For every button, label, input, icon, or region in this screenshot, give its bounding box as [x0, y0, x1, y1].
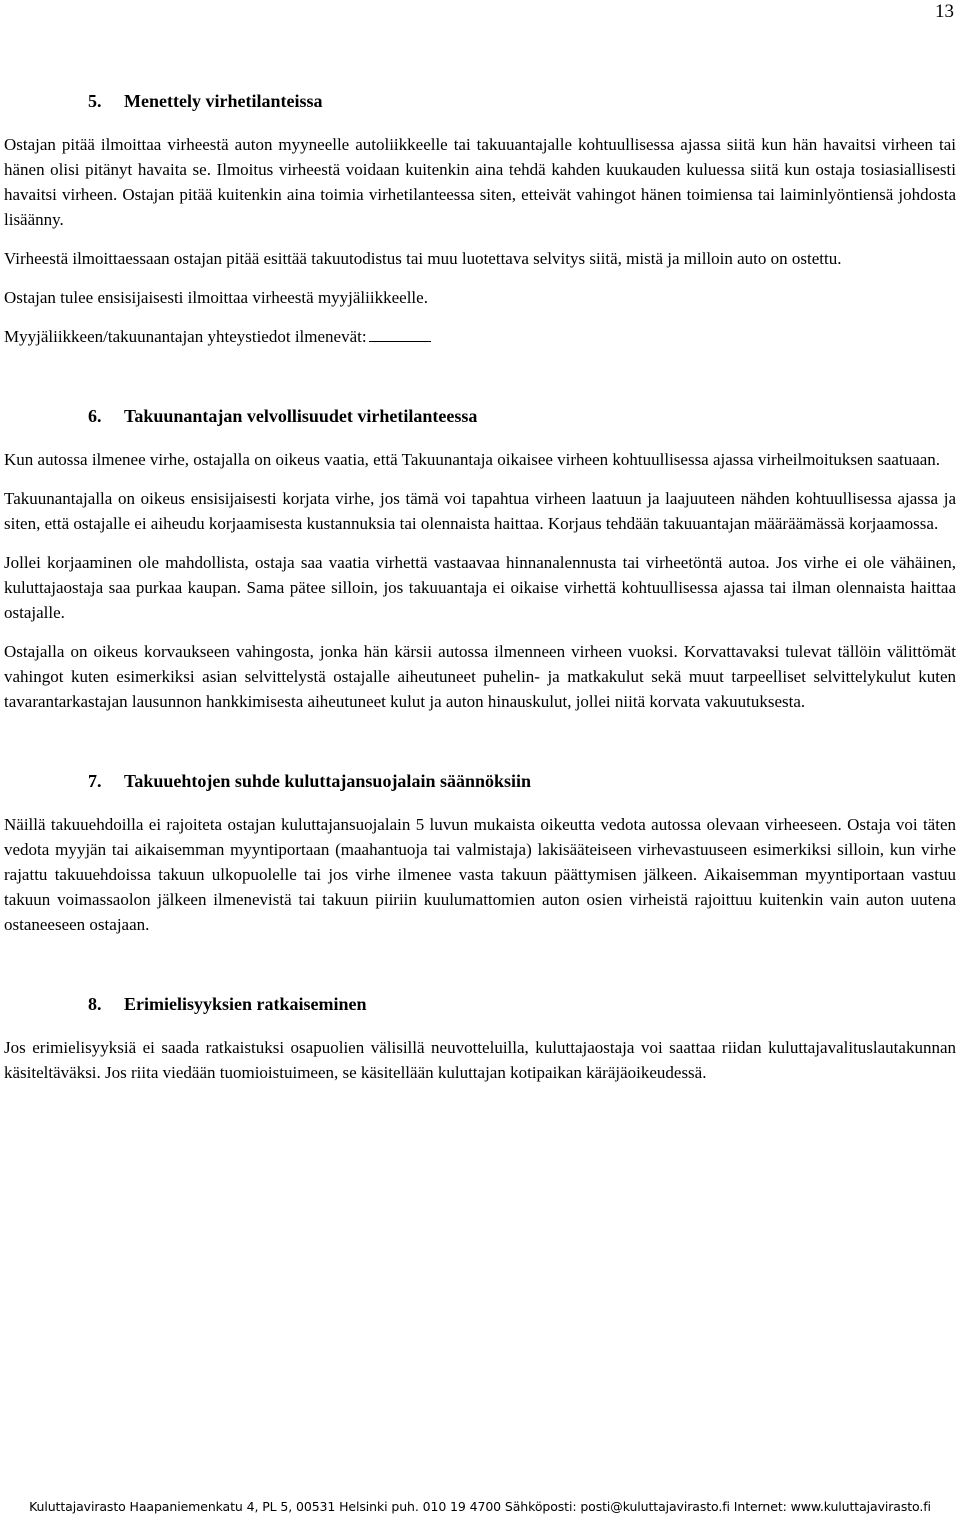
paragraph: Ostajan tulee ensisijaisesti ilmoittaa virheestä myyjäliikkeelle. [4, 288, 428, 307]
paragraph: Myyjäliikkeen/takuunantajan yhteystiedot ilmenevät: [4, 327, 367, 346]
paragraph: Ostajan pitää ilmoittaa virheestä auton myyneelle autoliikkeelle tai takuuantajalle kohtuullisessa ajassa siitä kun hän havaitsi virheen tai hänen olisi pitänyt havaita se. Ilmoitus virheestä voidaan kuitenkin aina tehdä kahden kuukauden kuluessa siitä kun ostaja tosiasiallisesti havaitsi virheen. Ostajan pitää kuitenkin aina toimia virhetilanteessa siten, etteivät vahingot hänen toimiensa tai laiminlyöntiensä johdosta lisäänny. [4, 135, 956, 229]
section-title: Erimielisyyksien ratkaiseminen [124, 994, 367, 1014]
fill-in-blank [369, 325, 431, 342]
paragraph: Jollei korjaaminen ole mahdollista, ostaja saa vaatia virhettä vastaavaa hinnanalennusta tai virheetöntä autoa. Jos virhe ei ole vähäinen, kuluttajaostaja saa purkaa kaupan. Sama pätee silloin, jos takuuantaja ei oikaise virhettä kohtuullisessa ajassa tai ilman olennaista haittaa ostajalle. [4, 553, 956, 622]
section-spacer [4, 728, 956, 768]
paragraph: Ostajalla on oikeus korvaukseen vahingosta, jonka hän kärsii autossa ilmenneen virheen vuoksi. Korvattavaksi tulevat tällöin välittömät vahingot kuten esimerkiksi asian selvittelystä ostajalle aiheutuneet puhelin- ja matkakulut sekä muut tarpeelliset selvittelykulut kuten tavarantarkastajan lausunnon hankkimisesta aiheutuneet kulut ja auton hinauskulut, jollei niitä korvata vakuutuksesta. [4, 642, 956, 711]
section-8 [4, 991, 956, 1085]
section-number: 8. [88, 994, 102, 1014]
document-body [4, 88, 956, 1099]
contact-info-line [4, 324, 956, 349]
paragraph: Takuunantajalla on oikeus ensisijaisesti korjata virhe, jos tämä voi tapahtua virheen laatuun ja laajuuteen nähden kohtuullisessa ajassa ja siten, että ostajalle ei aiheudu korjaamisesta kustannuksia tai olennaista haittaa. Korjaus tehdään takuuantajan määräämässä korjaamossa. [4, 489, 956, 533]
section-7 [4, 768, 956, 937]
section-title: Takuuehtojen suhde kuluttajansuojalain säännöksiin [124, 771, 532, 791]
paragraph: Jos erimielisyyksiä ei saada ratkaistuksi osapuolien välisillä neuvotteluilla, kuluttajaostaja voi saattaa riidan kuluttajavalituslautakunnan käsiteltäväksi. Jos riita viedään tuomioistuimeen, se käsitellään kuluttajan kotipaikan käräjäoikeudessä. [4, 1038, 956, 1082]
section-number: 7. [88, 771, 102, 791]
paragraph: Virheestä ilmoittaessaan ostajan pitää esittää takuutodistus tai muu luotettava selvitys siitä, mistä ja milloin auto on ostettu. [4, 249, 842, 268]
paragraph: Kun autossa ilmenee virhe, ostajalla on oikeus vaatia, että Takuunantaja oikaisee virheen kohtuullisessa ajassa virheilmoituksen saatuaan. [4, 450, 941, 469]
section-number: 6. [88, 406, 102, 426]
section-heading [4, 768, 956, 794]
section-title: Menettely virhetilanteissa [124, 91, 323, 111]
section-6 [4, 403, 956, 714]
page-number: 13 [935, 1, 954, 22]
section-spacer [4, 951, 956, 991]
section-heading [4, 403, 956, 429]
section-5 [4, 88, 956, 349]
section-heading [4, 991, 956, 1017]
section-title: Takuunantajan velvollisuudet virhetilanteessa [124, 406, 478, 426]
section-spacer [4, 363, 956, 403]
paragraph: Näillä takuuehdoilla ei rajoiteta ostajan kuluttajansuojalain 5 luvun mukaista oikeutta vedota autossa olevaan virheeseen. Ostaja voi täten vedota myyjän tai aikaisemman myyntiportaan (maahantuoja tai valmistaja) lakisääteiseen virhevastuuseen esimerkiksi silloin, kun virhe rajattu takuuehdoissa takuun ulkopuolelle tai jos virhe ilmenee vasta takuun päättymisen jälkeen. Aikaisemman myyntiportaan vastuu takuun voimassaolon jälkeen ilmenevistä tai takuun piiriin kuulumattomien auton osien virheistä rajoittuu kuitenkin vain auton uutena ostaneeseen ostajaan. [4, 815, 956, 934]
section-number: 5. [88, 91, 102, 111]
section-heading [4, 88, 956, 114]
page-footer: Kuluttajavirasto Haapaniemenkatu 4, PL 5, 00531 Helsinki puh. 010 19 4700 Sähköposti: posti@kuluttajavirasto.fi Internet: www.kuluttajavirasto.fi [29, 1499, 931, 1514]
